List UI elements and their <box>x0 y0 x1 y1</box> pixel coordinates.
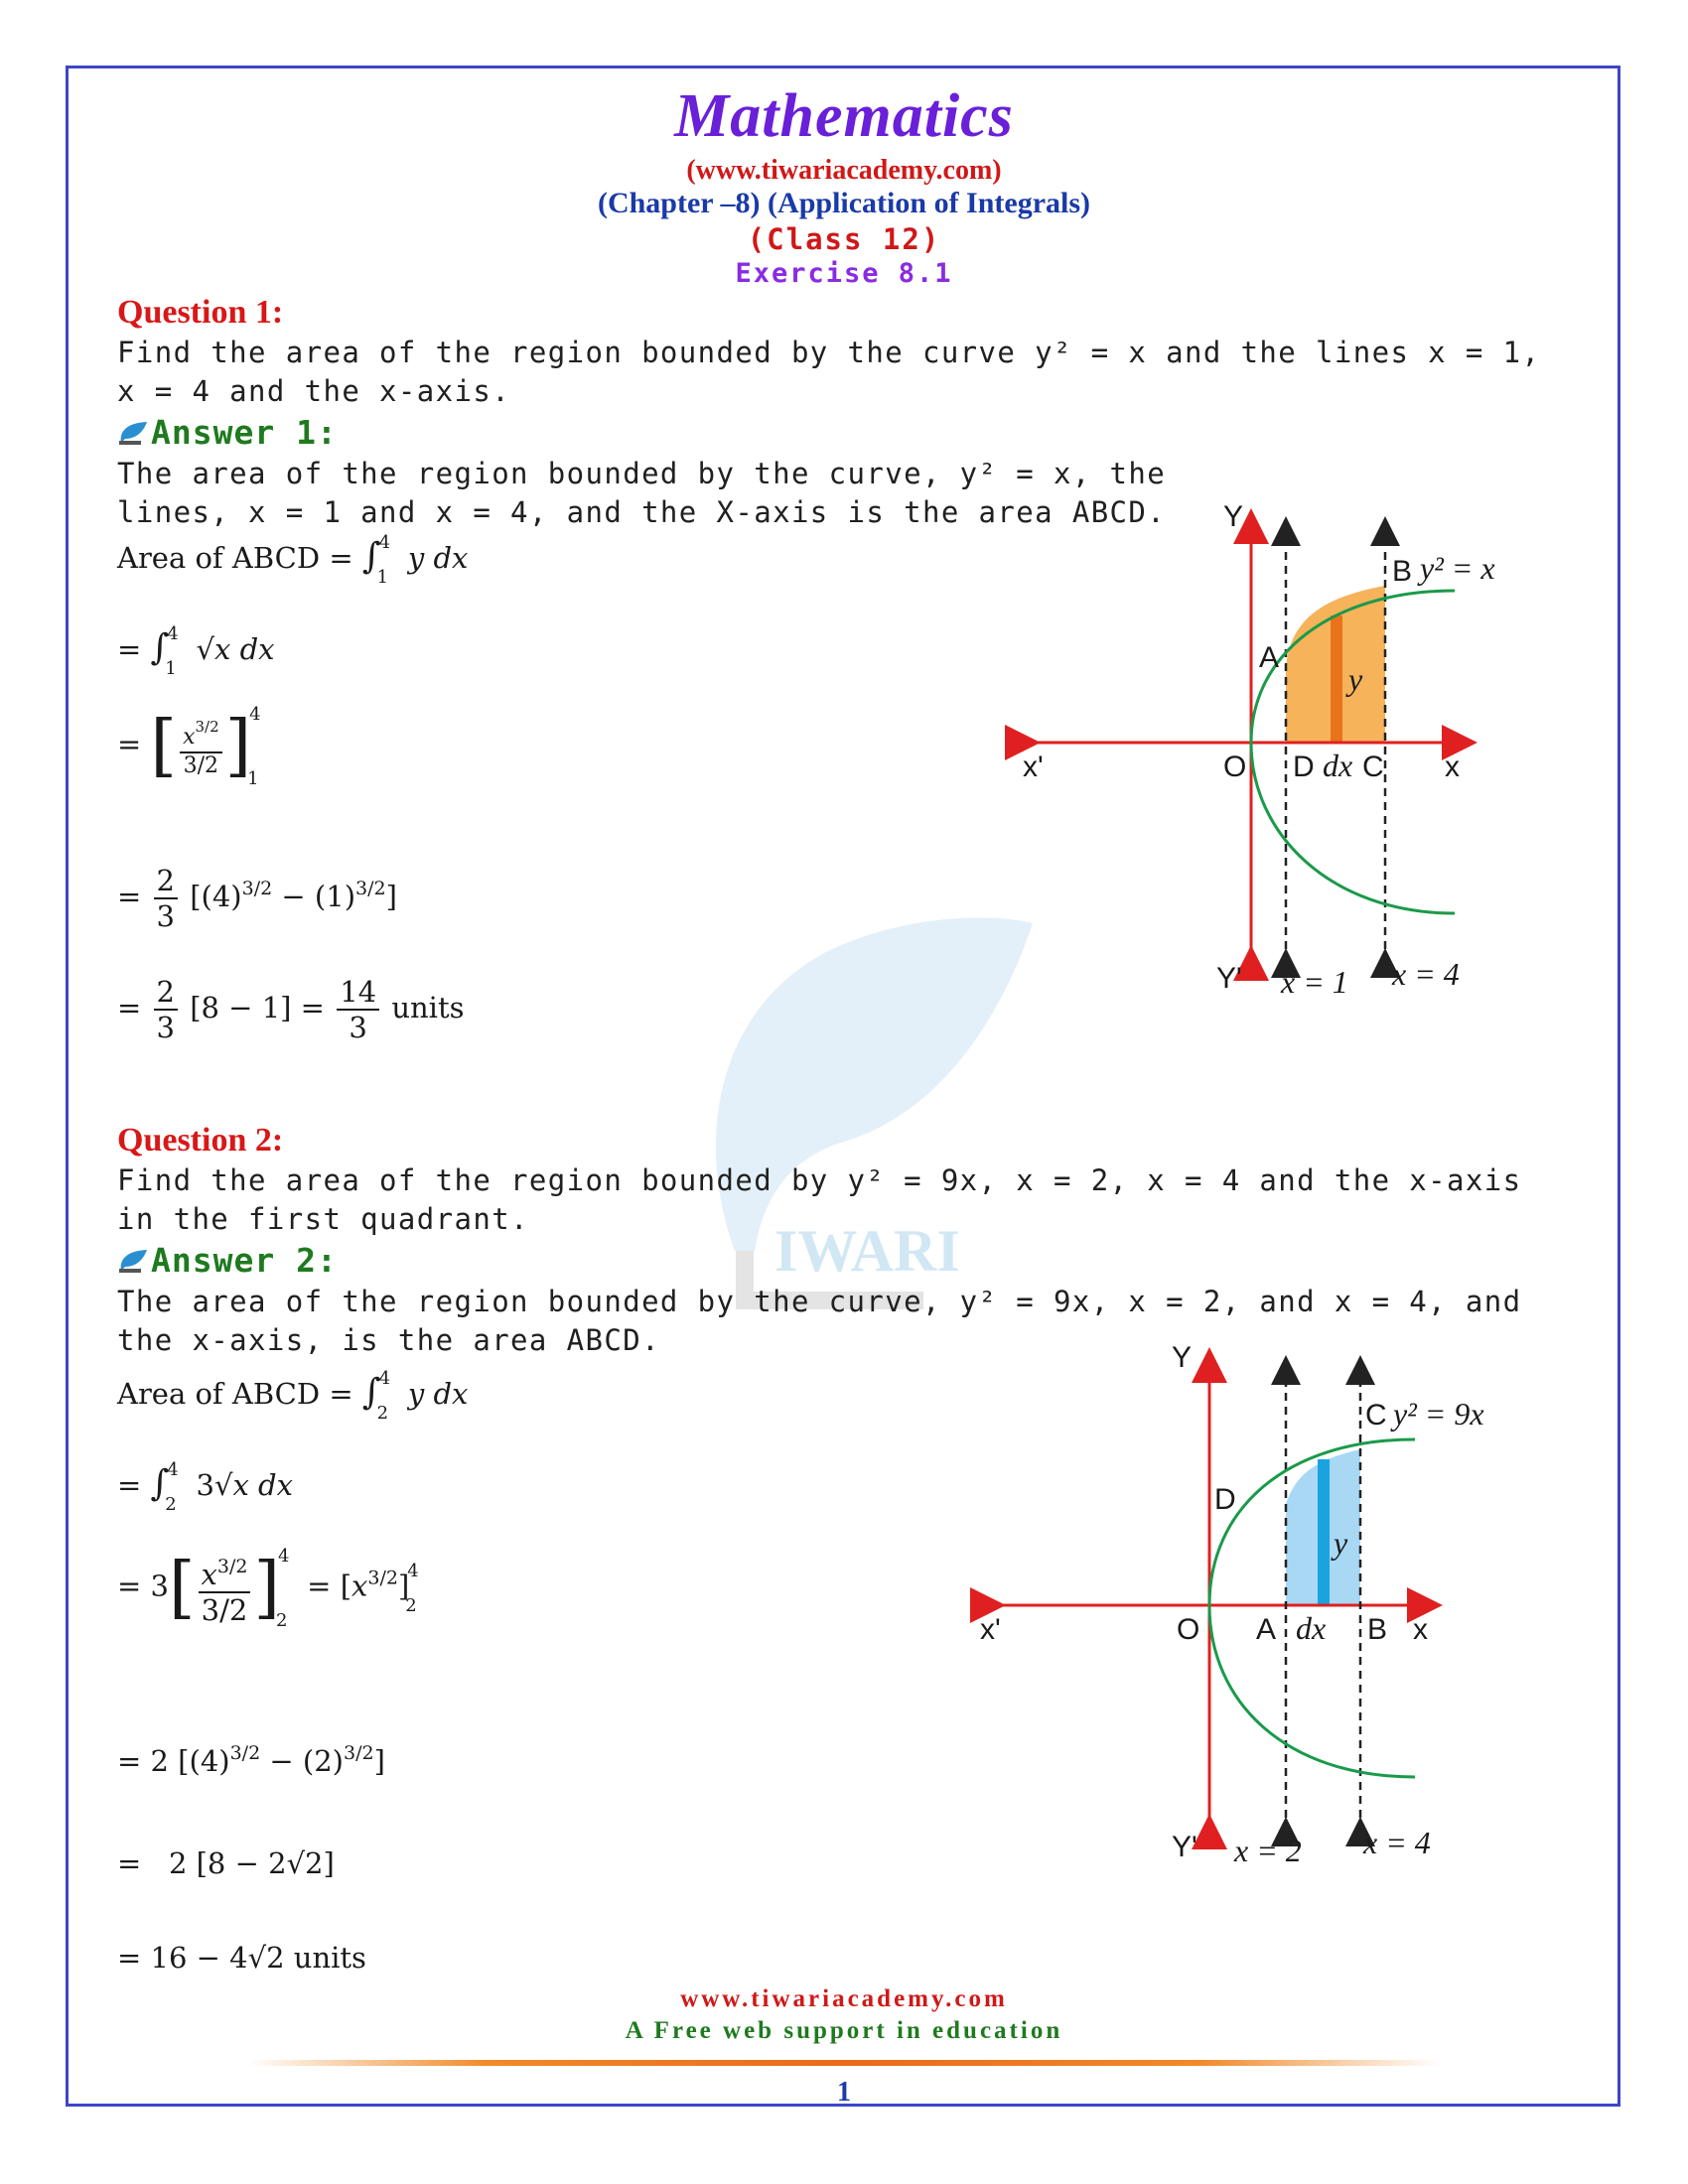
page-number: 1 <box>837 2077 851 2108</box>
q2-step-1: Area of ABCD = ∫ 4 2 y dx <box>117 1368 469 1424</box>
q2-label-c: C <box>1365 1399 1387 1432</box>
footer-divider <box>248 2060 1440 2066</box>
question-2-label: Question 2: <box>117 1122 284 1159</box>
exercise-label: Exercise 8.1 <box>735 258 953 289</box>
q2-label-d: D <box>1214 1483 1236 1516</box>
q1-step-1: Area of ABCD = ∫ 4 1 y dx <box>117 532 469 588</box>
q2-label-x-neg: x' <box>980 1613 1001 1646</box>
q2-step-5: = 2 [8 − 2√2] <box>117 1846 335 1880</box>
q1-label-line-right: x = 4 <box>1392 956 1460 992</box>
q2-label-y: Y <box>1172 1341 1193 1374</box>
answer-2-label: Answer 2: <box>151 1241 338 1280</box>
footer-tagline: A Free web support in education <box>625 2017 1063 2044</box>
tiwari-leaf-icon <box>117 1247 149 1275</box>
q2-step-3: = 3[ $\frac{x^{3/2}}{3/2}$ ] 4 2 = $[x^{3/2}]$ 4 2 <box>117 1545 419 1631</box>
q1-diagram <box>1003 496 1499 1013</box>
q1-label-strip-y: y <box>1348 661 1363 697</box>
q2-label-a: A <box>1256 1613 1277 1646</box>
q1-step-2: = ∫ 4 1 √x dx <box>117 623 275 679</box>
q2-label-line-right: x = 4 <box>1363 1825 1431 1860</box>
q2-label-dx: dx <box>1296 1610 1327 1646</box>
q1-label-x-neg: x' <box>1023 751 1044 783</box>
q1-label-dx: dx <box>1323 748 1353 783</box>
q2-step-6: = 16 − 4√2 units <box>117 1941 366 1975</box>
q1-result-units: units <box>391 991 465 1024</box>
question-1-label: Question 1: <box>117 294 284 331</box>
q2-strip <box>1318 1459 1330 1605</box>
question-2-text: Find the area of the region bounded by y² = 9x, x = 2, x = 4 and the x-axis in the first quadrant. <box>117 1163 1522 1236</box>
q2-label-b: B <box>1367 1613 1388 1646</box>
q1-label-curve: y² = x <box>1420 550 1495 586</box>
q1-label-a: A <box>1259 641 1280 674</box>
q1-step-3: = [ $\frac{x^{3/2}}{3/2}$ ] 4 1 <box>117 703 261 789</box>
q2-lower-limit: 2 <box>376 1403 389 1424</box>
tiwari-leaf-icon <box>117 419 149 447</box>
q2-label-y-neg: Y' <box>1172 1831 1197 1863</box>
header-website: (www.tiwariacademy.com) <box>686 155 1002 186</box>
answer-2-heading <box>117 1241 338 1280</box>
class-label: (Class 12) <box>747 222 941 256</box>
question-1-text: Find the area of the region bounded by the curve y² = x and the lines x = 1, x = 4 and the x-axis. <box>117 336 1541 408</box>
q1-label-y-neg: Y' <box>1216 962 1242 995</box>
q1-step-5: = $\frac{2}{3}$ [8 − 1] = $\frac{14}{3}$ units <box>117 975 465 1044</box>
q1-lower-limit: 1 <box>376 567 389 588</box>
q2-diagram <box>968 1335 1484 1871</box>
q2-label-line-left: x = 2 <box>1234 1833 1302 1868</box>
q2-label-curve: y² = 9x <box>1393 1396 1484 1432</box>
answer-1-heading <box>117 413 338 452</box>
watermark-text: IWARI <box>774 1218 960 1284</box>
q1-label-y: Y <box>1223 500 1244 533</box>
watermark-leaf-logo <box>675 893 1033 1310</box>
q2-label-x: x <box>1413 1613 1428 1646</box>
q1-label-c: C <box>1362 751 1384 783</box>
q1-label-origin: O <box>1223 751 1247 783</box>
q1-label-line-left: x = 1 <box>1281 964 1348 1000</box>
answer-1-text: The area of the region bounded by the curve, y² = x, the lines, x = 1 and x = 4, and the X-axis is the area ABCD. <box>117 457 1167 529</box>
footer-website: www.tiwariacademy.com <box>680 1985 1008 2012</box>
q2-result-units: units <box>293 1941 366 1975</box>
q2-step-2: = ∫ 4 2 3√x dx <box>117 1459 293 1515</box>
q1-label-b: B <box>1392 555 1413 588</box>
q1-step-4: = $\frac{2}{3}$ $[(4)^{3/2} - (1)^{3/2}]$ <box>117 864 397 933</box>
chapter-title: (Chapter –8) (Application of Integrals) <box>597 187 1091 219</box>
q2-area-prefix: Area of ABCD = <box>117 1377 362 1411</box>
page-title: Mathematics <box>674 82 1014 150</box>
q2-label-origin: O <box>1177 1613 1200 1646</box>
answer-1-label: Answer 1: <box>151 413 338 452</box>
q1-label-d: D <box>1293 751 1315 783</box>
q2-label-strip-y: y <box>1334 1525 1348 1561</box>
q2-step-4: = 2 $[(4)^{3/2} - (2)^{3/2}]$ <box>117 1742 385 1778</box>
q1-upper-limit: 4 <box>378 532 391 553</box>
q1-label-x: x <box>1445 751 1460 783</box>
q1-area-prefix: Area of ABCD = <box>117 541 362 575</box>
q1-strip <box>1331 615 1342 743</box>
q2-upper-limit: 4 <box>378 1368 391 1389</box>
answer-2-text: The area of the region bounded by the curve, y² = 9x, x = 2, and x = 4, and the x-axis, is the area ABCD. <box>117 1285 1522 1357</box>
